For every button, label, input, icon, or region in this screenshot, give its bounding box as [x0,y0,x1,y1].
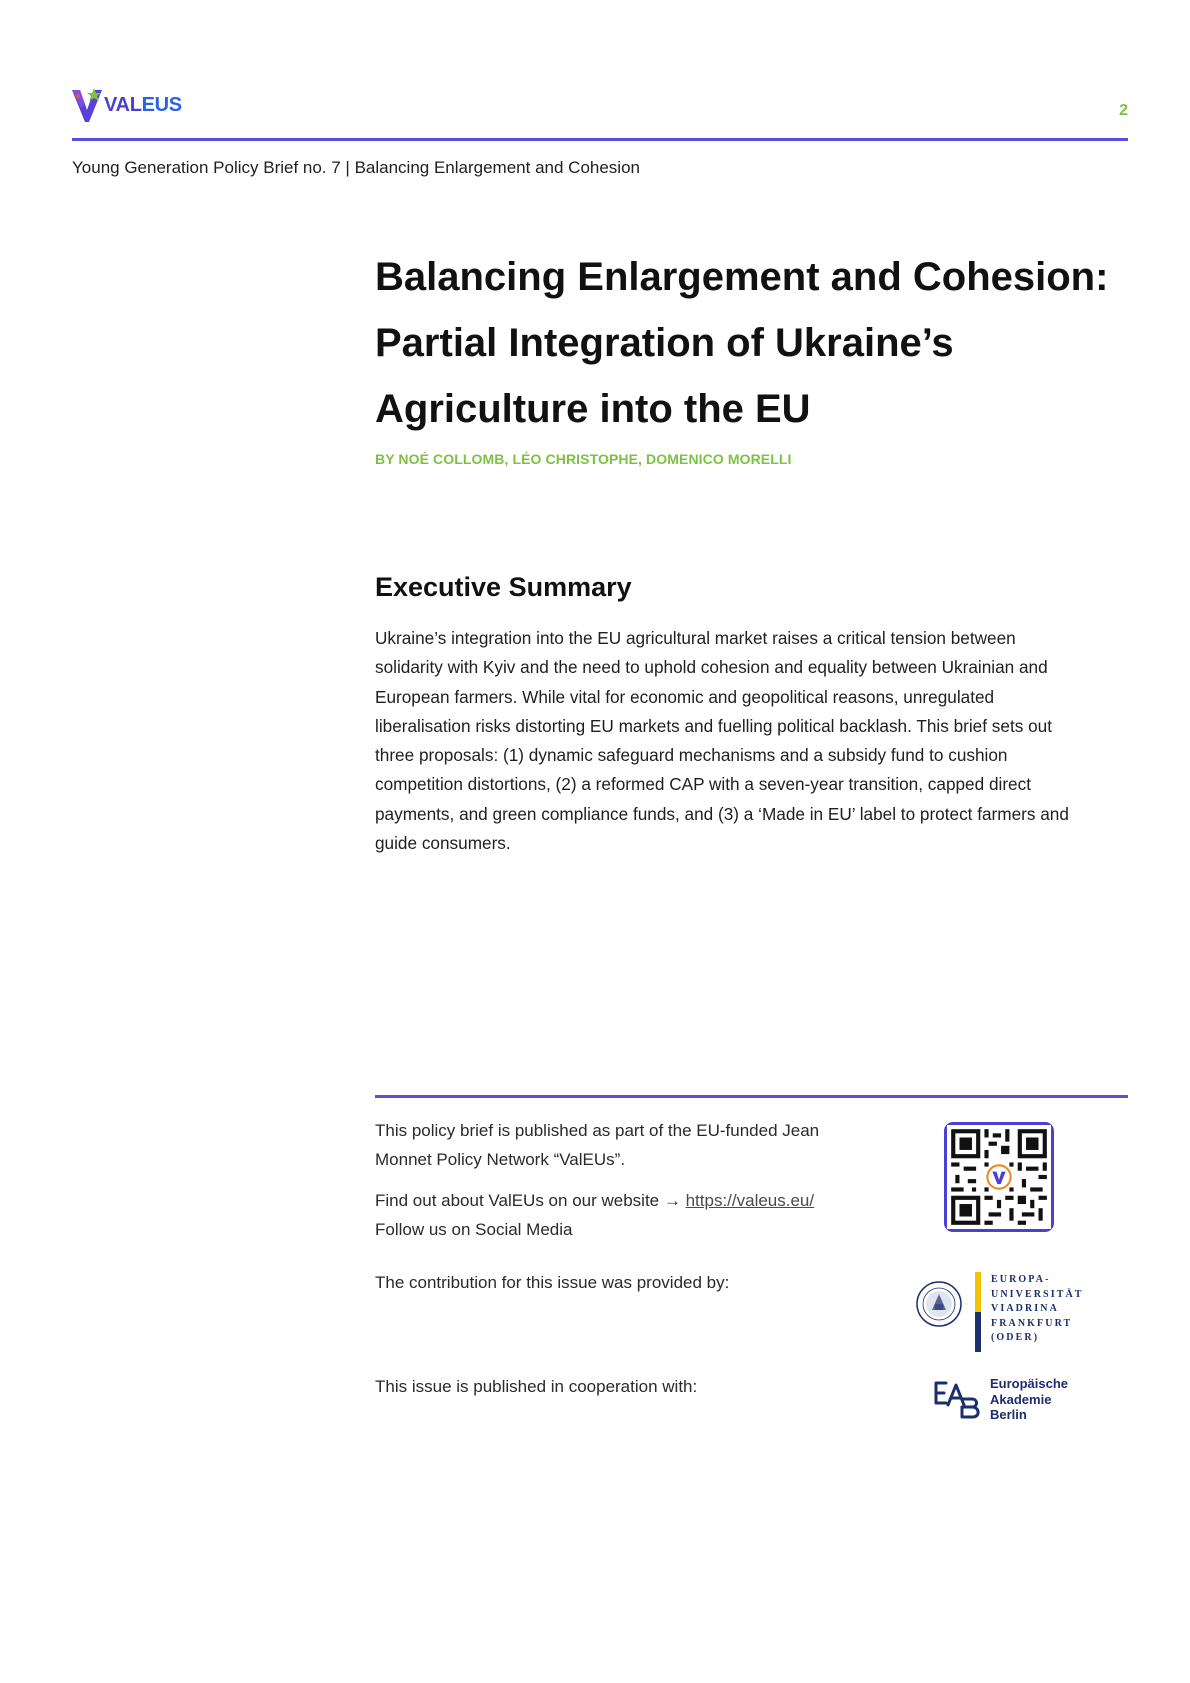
title-line: Partial Integration of Ukraine’s [375,321,954,365]
qr-code[interactable] [944,1122,1054,1232]
executive-summary-text [375,624,1120,858]
footer-divider [375,1095,1128,1098]
summary-line: payments, and green compliance funds, and (3) a ‘Made in EU’ label to protect farmers and [375,803,1069,824]
summary-line: competition distortions, (2) a reformed CAP with a seven-year transition, capped direct [375,774,1031,795]
title-line: Balancing Enlargement and Cohesion: [375,255,1109,299]
viadrina-university-logo [915,1272,1085,1352]
eab-mark-icon [932,1377,984,1421]
university-name: EUROPA- UNIVERSITÄT VIADRINA FRANKFURT (ODER) [991,1274,1084,1343]
contribution-note: The contribution for this issue was provided by: [375,1273,730,1292]
logo-wordmark: VALEUS [104,93,182,116]
summary-line: solidarity with Kyiv and the need to uphold cohesion and equality between Ukrainian and [375,657,1048,678]
social-media-note: Follow us on Social Media [375,1220,573,1239]
title-line: Agriculture into the EU [375,387,811,431]
series-line: Young Generation Policy Brief no. 7 | Balancing Enlargement and Cohesion [72,158,640,177]
executive-summary-heading: Executive Summary [375,572,632,602]
university-color-bar [975,1272,981,1352]
website-link[interactable]: https://valeus.eu/ [685,1191,815,1210]
summary-line: Ukraine’s integration into the EU agricultural market raises a critical tension between [375,628,1016,648]
valeus-v-icon [72,86,102,124]
arrow-right-icon: → [663,1191,681,1210]
university-seal-icon [915,1280,963,1328]
publication-note: This policy brief is published as part of the EU-funded Jean Monnet Policy Network “ValEUs”. [375,1121,820,1169]
academy-name: Europäische Akademie Berlin [990,1376,1069,1422]
header-divider [72,138,1128,141]
summary-line: liberalisation risks distorting EU markets and fuelling political backlash. This brief sets out [375,715,1052,736]
page-number: 2 [1119,102,1128,119]
summary-line: European farmers. While vital for economic and geopolitical reasons, unregulated [375,686,995,707]
valeus-logo[interactable] [72,86,182,124]
website-note: Find out about ValEUs on our website → https://valeus.eu/ Follow us on Social Media [375,1191,815,1239]
summary-line: three proposals: (1) dynamic safeguard mechanisms and a subsidy fund to cushion [375,745,1008,766]
summary-line: guide consumers. [375,833,511,854]
europaeische-akademie-logo [932,1375,1102,1425]
cooperation-note: This issue is published in cooperation with: [375,1377,698,1396]
author-byline: BY NOÉ COLLOMB, LÉO CHRISTOPHE, DOMENICO MORELLI [375,451,792,467]
brief-title [375,244,1135,442]
